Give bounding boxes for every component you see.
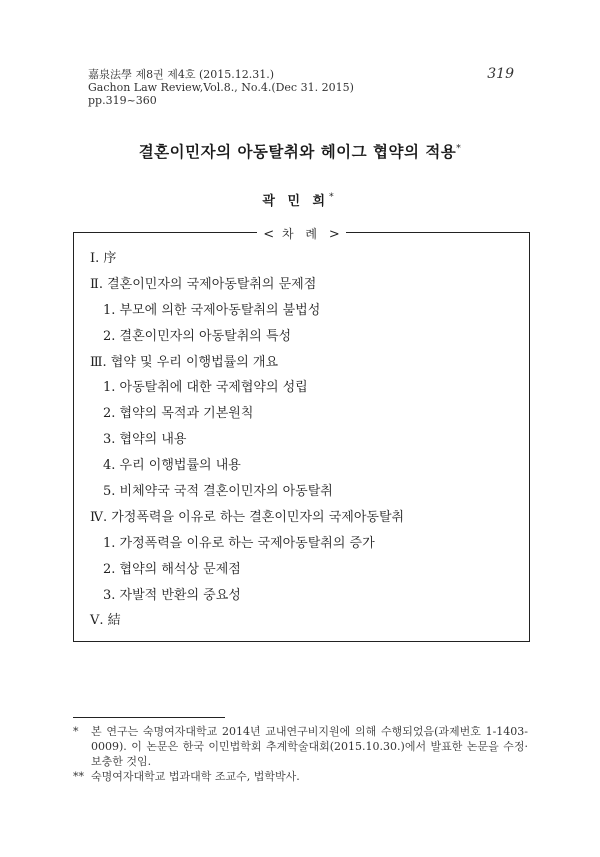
toc-subsection: 1. 가정폭력을 이유로 하는 국제아동탈취의 증가 (103, 535, 375, 551)
toc-section: Ⅰ. 序 (90, 251, 117, 266)
footnote-1-mark: * (73, 725, 79, 738)
footnote-2-mark: ** (73, 770, 84, 783)
toc-subsection: 1. 아동탈취에 대한 국제협약의 성립 (103, 380, 308, 396)
journal-header (88, 68, 354, 107)
footnote-1-text: 본 연구는 숙명여자대학교 2014년 교내연구비지원에 의해 수행되었음(과제번호 1-1403-0009). 이 논문은 한국 이민법학회 추계학술대회(2015.10.30.)에서 발표한 논문을 수정·보충한 것임. (91, 725, 528, 768)
journal-header-pages: pp.319~360 (88, 94, 157, 107)
author-name: 곽 민 희 (262, 194, 330, 209)
toc-subsection: 4. 우리 이행법률의 내용 (103, 458, 241, 474)
toc-subsection: 2. 협약의 목적과 기본원칙 (103, 406, 254, 422)
page-number: 319 (487, 66, 514, 82)
toc-list (90, 251, 519, 639)
footnote-1 (73, 724, 528, 769)
toc-subsection: 5. 비체약국 국적 결혼이민자의 아동탈취 (103, 484, 333, 500)
toc-subsection: 3. 협약의 내용 (103, 432, 187, 448)
toc-subsection: 1. 부모에 의한 국제아동탈취의 불법성 (103, 302, 321, 318)
journal-header-english: Gachon Law Review,Vol.8., No.4.(Dec 31. 2015) (88, 81, 354, 94)
toc-section: Ⅲ. 협약 및 우리 이행법률의 개요 (90, 354, 279, 370)
toc-section: Ⅴ. 結 (90, 613, 121, 629)
title-footnote-mark: * (456, 143, 462, 154)
toc-subsection: 3. 자발적 반환의 중요성 (103, 587, 241, 603)
footnote-2-text: 숙명여자대학교 법과대학 조교수, 법학박사. (91, 770, 300, 783)
toc-label: 차 례 (282, 227, 321, 241)
article-title (0, 140, 600, 162)
table-of-contents (73, 227, 530, 642)
journal-header-korean: 嘉泉法學 제8권 제4호 (2015.12.31.) (88, 68, 275, 81)
toc-subsection: 2. 협약의 해석상 문제점 (103, 561, 241, 577)
toc-section: Ⅳ. 가정폭력을 이유로 하는 결혼이민자의 국제아동탈취 (90, 509, 405, 525)
footnotes (73, 724, 528, 784)
toc-close-bracket: > (328, 227, 340, 242)
toc-open-bracket: < (263, 227, 275, 242)
footnote-2 (73, 769, 528, 784)
footnote-divider (73, 717, 225, 718)
author-footnote-mark: * (329, 192, 338, 203)
author-line (0, 190, 600, 209)
toc-subsection: 2. 결혼이민자의 아동탈취의 특성 (103, 328, 292, 344)
toc-section: Ⅱ. 결혼이민자의 국제아동탈취의 문제점 (90, 276, 317, 292)
article-title-text: 결혼이민자의 아동탈취와 헤이그 협약의 적용 (138, 142, 457, 161)
toc-heading (74, 223, 529, 244)
